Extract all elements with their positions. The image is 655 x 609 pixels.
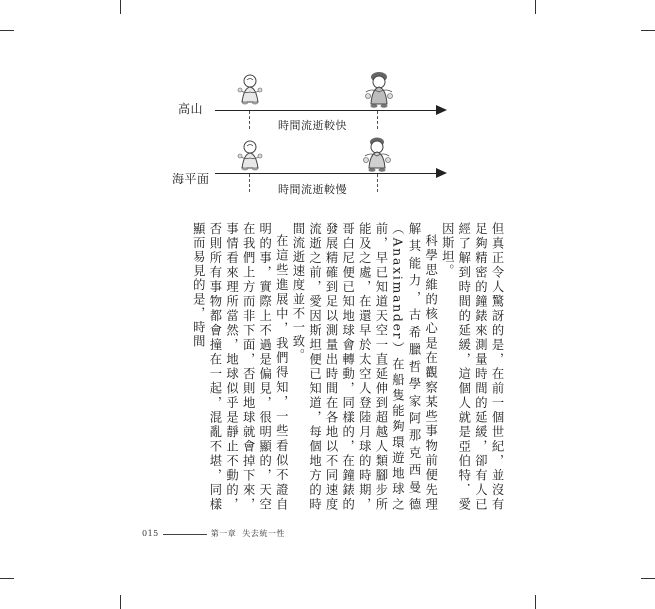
page-number: 015 xyxy=(142,529,159,538)
chapter-number: 第一章 xyxy=(210,529,237,538)
row-label-sea-level: 海平面 xyxy=(172,172,210,186)
row-label-mountain: 高山 xyxy=(178,102,204,116)
arrow-head-icon xyxy=(436,105,447,115)
paragraph: 但真正令人驚訝的是，在前一個世紀，並沒有足夠精密的鐘錶來測量時間的延緩，卻有人已經了解到時間的延緩，這個人就是亞伯特．愛因斯坦。 xyxy=(440,222,504,512)
flow-label-slow: 時間流逝較慢 xyxy=(278,183,347,196)
marker-line xyxy=(377,111,378,129)
person-icon xyxy=(232,138,268,174)
marker-line xyxy=(377,174,378,192)
crop-mark xyxy=(0,30,14,31)
arrow-head-icon xyxy=(436,168,447,178)
person-icon xyxy=(232,72,268,108)
crop-mark xyxy=(120,0,121,14)
paragraph: 在這些進展中，我們得知，一些看似不證自明的事，實際上不過是偏見，很明顯的，天空在我們上方而非下面，否則地球就會掉下來，事情看來理所當然，地球似乎是靜止不動的，否則所有事物都會撞在一起，混亂不堪，同樣顯而易見的是，時間 xyxy=(191,222,289,512)
crop-mark xyxy=(535,0,536,14)
marker-line xyxy=(249,174,250,192)
flow-label-fast: 時間流逝較快 xyxy=(278,119,347,132)
chapter-title: 失去統一性 xyxy=(242,529,285,538)
footer-rule xyxy=(163,534,207,535)
crop-mark xyxy=(120,595,121,609)
crop-mark xyxy=(535,595,536,609)
crop-mark xyxy=(0,578,14,579)
page-footer xyxy=(142,528,285,539)
crop-mark xyxy=(641,578,655,579)
body-text xyxy=(150,222,505,512)
crop-mark xyxy=(641,30,655,31)
spinning-figure-icon xyxy=(360,70,398,110)
marker-line xyxy=(249,111,250,129)
spinning-figure-icon xyxy=(358,136,396,174)
paragraph: 科學思維的核心是在觀察某些事物前便先理解其能力，古希臘哲學家阿那克西曼德（Anaximander）在船隻能夠環遊地球之前，早已知道天空一直延伸到超越人類腳步所能及之處，在還早於太空人登陸月球的時期，哥白尼便已知地球會轉動，同樣的，在鐘錶的發展精確到足以測量出時間在各地以不同速度流逝之前，愛因斯坦便已知道，每個地方的時間流逝速度並不一致。 xyxy=(290,222,438,512)
